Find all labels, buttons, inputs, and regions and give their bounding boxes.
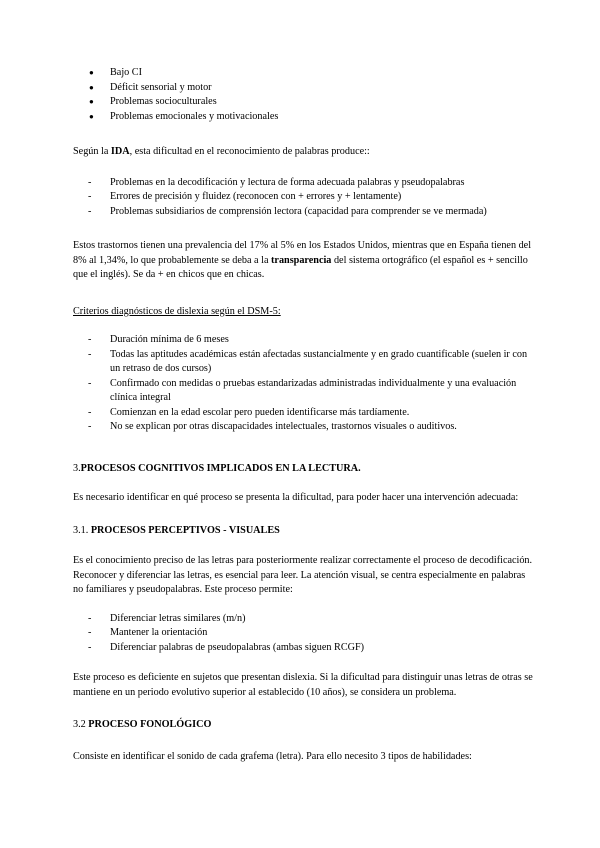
- dash-icon: -: [88, 627, 92, 638]
- dsm-criteria-list: [73, 333, 533, 435]
- dash-icon: -: [88, 205, 92, 217]
- dash-icon: -: [88, 406, 92, 418]
- list-item: - Problemas subsidiarios de comprensión lectora (capacidad para comprender se ve mermada): [73, 205, 533, 220]
- intro-bullet-list: [73, 66, 533, 124]
- dash-icon: -: [88, 612, 92, 624]
- list-item: ● Bajo CI: [73, 66, 533, 81]
- dash-icon: -: [88, 421, 92, 432]
- list-item: - Errores de precisión y fluidez (reconocen con + errores y + lentamente): [73, 190, 533, 205]
- dash-icon: -: [88, 641, 92, 653]
- dash-icon: -: [88, 377, 92, 389]
- list-item: - Mantener la orientación: [73, 626, 533, 641]
- dash-icon: -: [88, 176, 92, 188]
- document-page: [73, 66, 533, 764]
- dash-icon: -: [88, 348, 92, 360]
- list-item: - Comienzan en la edad escolar pero pueden identificarse más tardíamente.: [73, 406, 533, 421]
- perceptive-process-list: [73, 612, 533, 656]
- ida-paragraph: Según la IDA, esta dificultad en el reconocimiento de palabras produce::: [73, 146, 370, 157]
- list-item: - Confirmado con medidas o pruebas estandarizadas administradas individualmente y una evaluación clínica integral: [88, 377, 517, 403]
- list-item: ● Problemas emocionales y motivacionales: [73, 110, 533, 125]
- list-item: - Diferenciar letras similares (m/n): [73, 612, 533, 627]
- list-item: - Duración mínima de 6 meses: [73, 333, 533, 348]
- dsm-heading: Criterios diagnósticos de dislexia según el DSM-5:: [73, 305, 281, 317]
- list-item: ● Problemas socioculturales: [73, 95, 533, 110]
- list-item: - No se explican por otras discapacidades intelectuales, trastornos visuales o auditivos.: [73, 420, 533, 435]
- bullet-icon: ●: [89, 111, 94, 121]
- section-3-heading: 3.PROCESOS COGNITIVOS IMPLICADOS EN LA LECTURA.: [73, 462, 361, 474]
- ida-effects-list: [73, 176, 533, 220]
- list-item: - Problemas en la decodificación y lectura de forma adecuada palabras y pseudopalabras: [73, 176, 533, 191]
- prevalence-paragraph: Estos trastornos tienen una prevalencia del 17% al 5% en los Estados Unidos, mientras que en España tienen del 8% al 1,34%, lo que probablemente se deba a la transparencia del sistema ortográfico (el español es + sencillo que el inglés). Se da + en chicos que en chicas.: [73, 240, 532, 280]
- list-item: - Diferenciar palabras de pseudopalabras (ambas siguen RCGF): [73, 641, 533, 656]
- section-3-paragraph: Es necesario identificar en qué proceso se presenta la dificultad, para poder hacer una intervención adecuada:: [73, 492, 519, 503]
- section-3-1-paragraph: Es el conocimiento preciso de las letras para posteriormente realizar correctamente el proceso de decodificación. Reconocer y diferenciar las letras, es esencial para leer. La atención visual, se centra especialmente en palabras no familiares y pseudopalabras. Este proceso permite:: [73, 555, 533, 595]
- dash-icon: -: [88, 334, 92, 345]
- section-3-1-closing-paragraph: Este proceso es deficiente en sujetos que presentan dislexia. Si la dificultad para distinguir unas letras de otras se mantiene en un periodo evolutivo superior al establecido (10 años), se considera un problema.: [73, 672, 533, 698]
- list-item: - Todas las aptitudes académicas están afectadas sustancialmente y en grado cuantificable (suelen ir con un retraso de dos cursos): [88, 348, 528, 374]
- dash-icon: -: [88, 191, 92, 202]
- bullet-icon: ●: [89, 82, 94, 92]
- list-item: ● Déficit sensorial y motor: [73, 81, 533, 96]
- section-3-1-heading: 3.1. PROCESOS PERCEPTIVOS - VISUALES: [73, 524, 280, 536]
- bullet-icon: ●: [89, 97, 94, 106]
- section-3-2-heading: 3.2 PROCESO FONOLÓGICO: [73, 719, 212, 730]
- bullet-icon: ●: [89, 68, 94, 77]
- section-3-2-paragraph: Consiste en identificar el sonido de cada grafema (letra). Para ello necesito 3 tipos de habilidades:: [73, 750, 472, 762]
